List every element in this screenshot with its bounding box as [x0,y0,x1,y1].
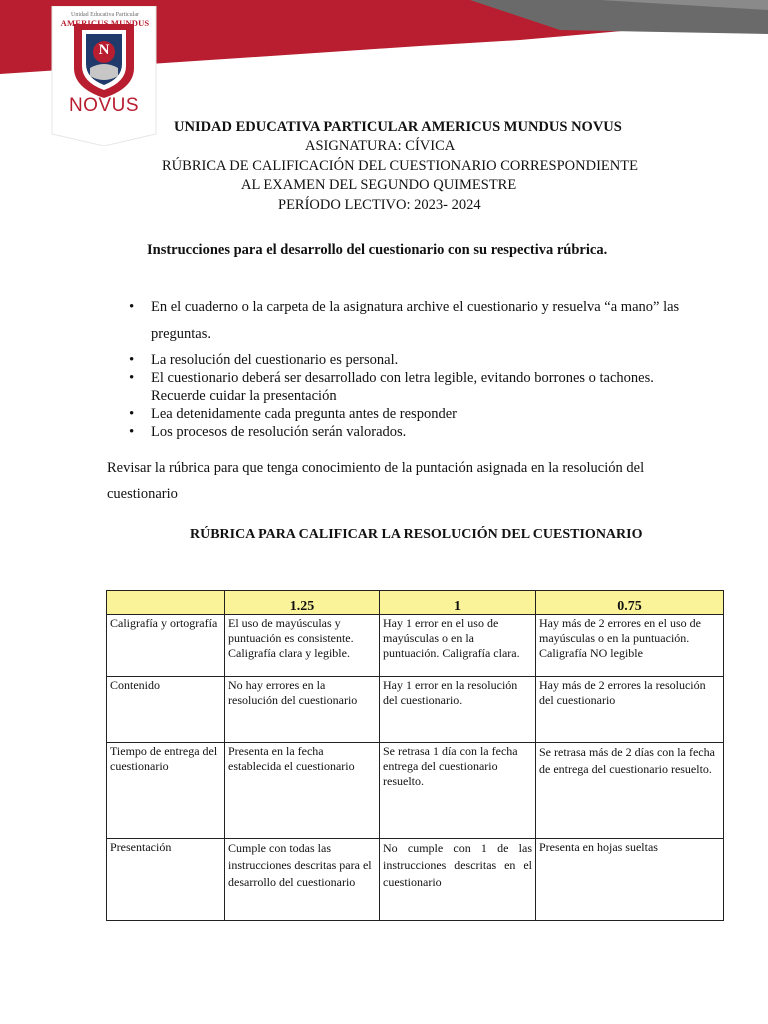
criterion-cell: Presentación [107,839,225,921]
logo-wordmark: NOVUS [68,95,140,116]
rubric-title: RÚBRICA PARA CALIFICAR LA RESOLUCIÓN DEL CUESTIONARIO [190,527,643,542]
table-row [107,615,724,677]
criterion-cell: Contenido [107,677,225,743]
score-cell: Se retrasa 1 día con la fecha entrega del cuestionario resuelto. [380,743,536,839]
score-cell: No cumple con 1 de las instrucciones descritas en el cuestionario [380,839,536,921]
rubric-table [106,590,724,921]
list-item: • Lea detenidamente cada pregunta antes de responder [151,405,711,423]
score-cell: Hay 1 error en el uso de mayúsculas o en la puntuación. Caligrafía clara. [380,615,536,677]
header-score-075: 0.75 [536,591,724,615]
list-item: • Los procesos de resolución serán valorados. [151,423,711,441]
logo-caption [60,12,150,28]
score-cell: Hay 1 error en la resolución del cuestionario. [380,677,536,743]
rubric-title-line: RÚBRICA DE CALIFICACIÓN DEL CUESTIONARIO CORRESPONDIENTE [162,158,638,174]
score-cell: Presenta en hojas sueltas [536,839,724,921]
instructions-list [104,294,711,441]
criterion-cell: Tiempo de entrega del cuestionario [107,743,225,839]
table-row [107,839,724,921]
review-note: Revisar la rúbrica para que tenga conocimiento de la puntación asignada en la resolución del cuestionario [107,460,645,502]
table-header-row [107,591,724,615]
header-score-125: 1.25 [225,591,380,615]
list-item: • En el cuaderno o la carpeta de la asignatura archive el cuestionario y resuelva “a mano” las preguntas. [151,294,711,348]
period-line: PERÍODO LECTIVO: 2023- 2024 [278,197,481,213]
score-cell: Hay más de 2 errores en el uso de mayúsculas o en la puntuación. Caligrafía NO legible [536,615,724,677]
list-item: • La resolución del cuestionario es personal. [151,351,711,369]
criterion-cell: Caligrafía y ortografía [107,615,225,677]
header-criterion [107,591,225,615]
exam-line: AL EXAMEN DEL SEGUNDO QUIMESTRE [241,177,517,193]
school-name: UNIDAD EDUCATIVA PARTICULAR AMERICUS MUNDUS NOVUS [174,119,622,135]
header-score-1: 1 [380,591,536,615]
logo-line2: AMERICUS MUNDUS [60,18,150,28]
table-row [107,743,724,839]
score-cell: Hay más de 2 errores la resolución del cuestionario [536,677,724,743]
list-item: • El cuestionario deberá ser desarrollado con letra legible, evitando borrones o tachones. Recuerde cuidar la presentación [151,369,711,405]
score-cell: Se retrasa más de 2 días con la fecha de entrega del cuestionario resuelto. [536,743,724,839]
table-row [107,677,724,743]
score-cell: No hay errores en la resolución del cuestionario [225,677,380,743]
score-cell: El uso de mayúsculas y puntuación es consistente. Caligrafía clara y legible. [225,615,380,677]
score-cell: Cumple con todas las instrucciones descritas para el desarrollo del cuestionario [225,839,380,921]
instructions-heading: Instrucciones para el desarrollo del cuestionario con su respectiva rúbrica. [147,242,608,258]
score-cell: Presenta en la fecha establecida el cuestionario [225,743,380,839]
subject-line: ASIGNATURA: CÍVICA [305,138,456,154]
logo-line1: Unidad Educativa Particular [71,12,139,18]
shield-letter: N [98,42,110,58]
